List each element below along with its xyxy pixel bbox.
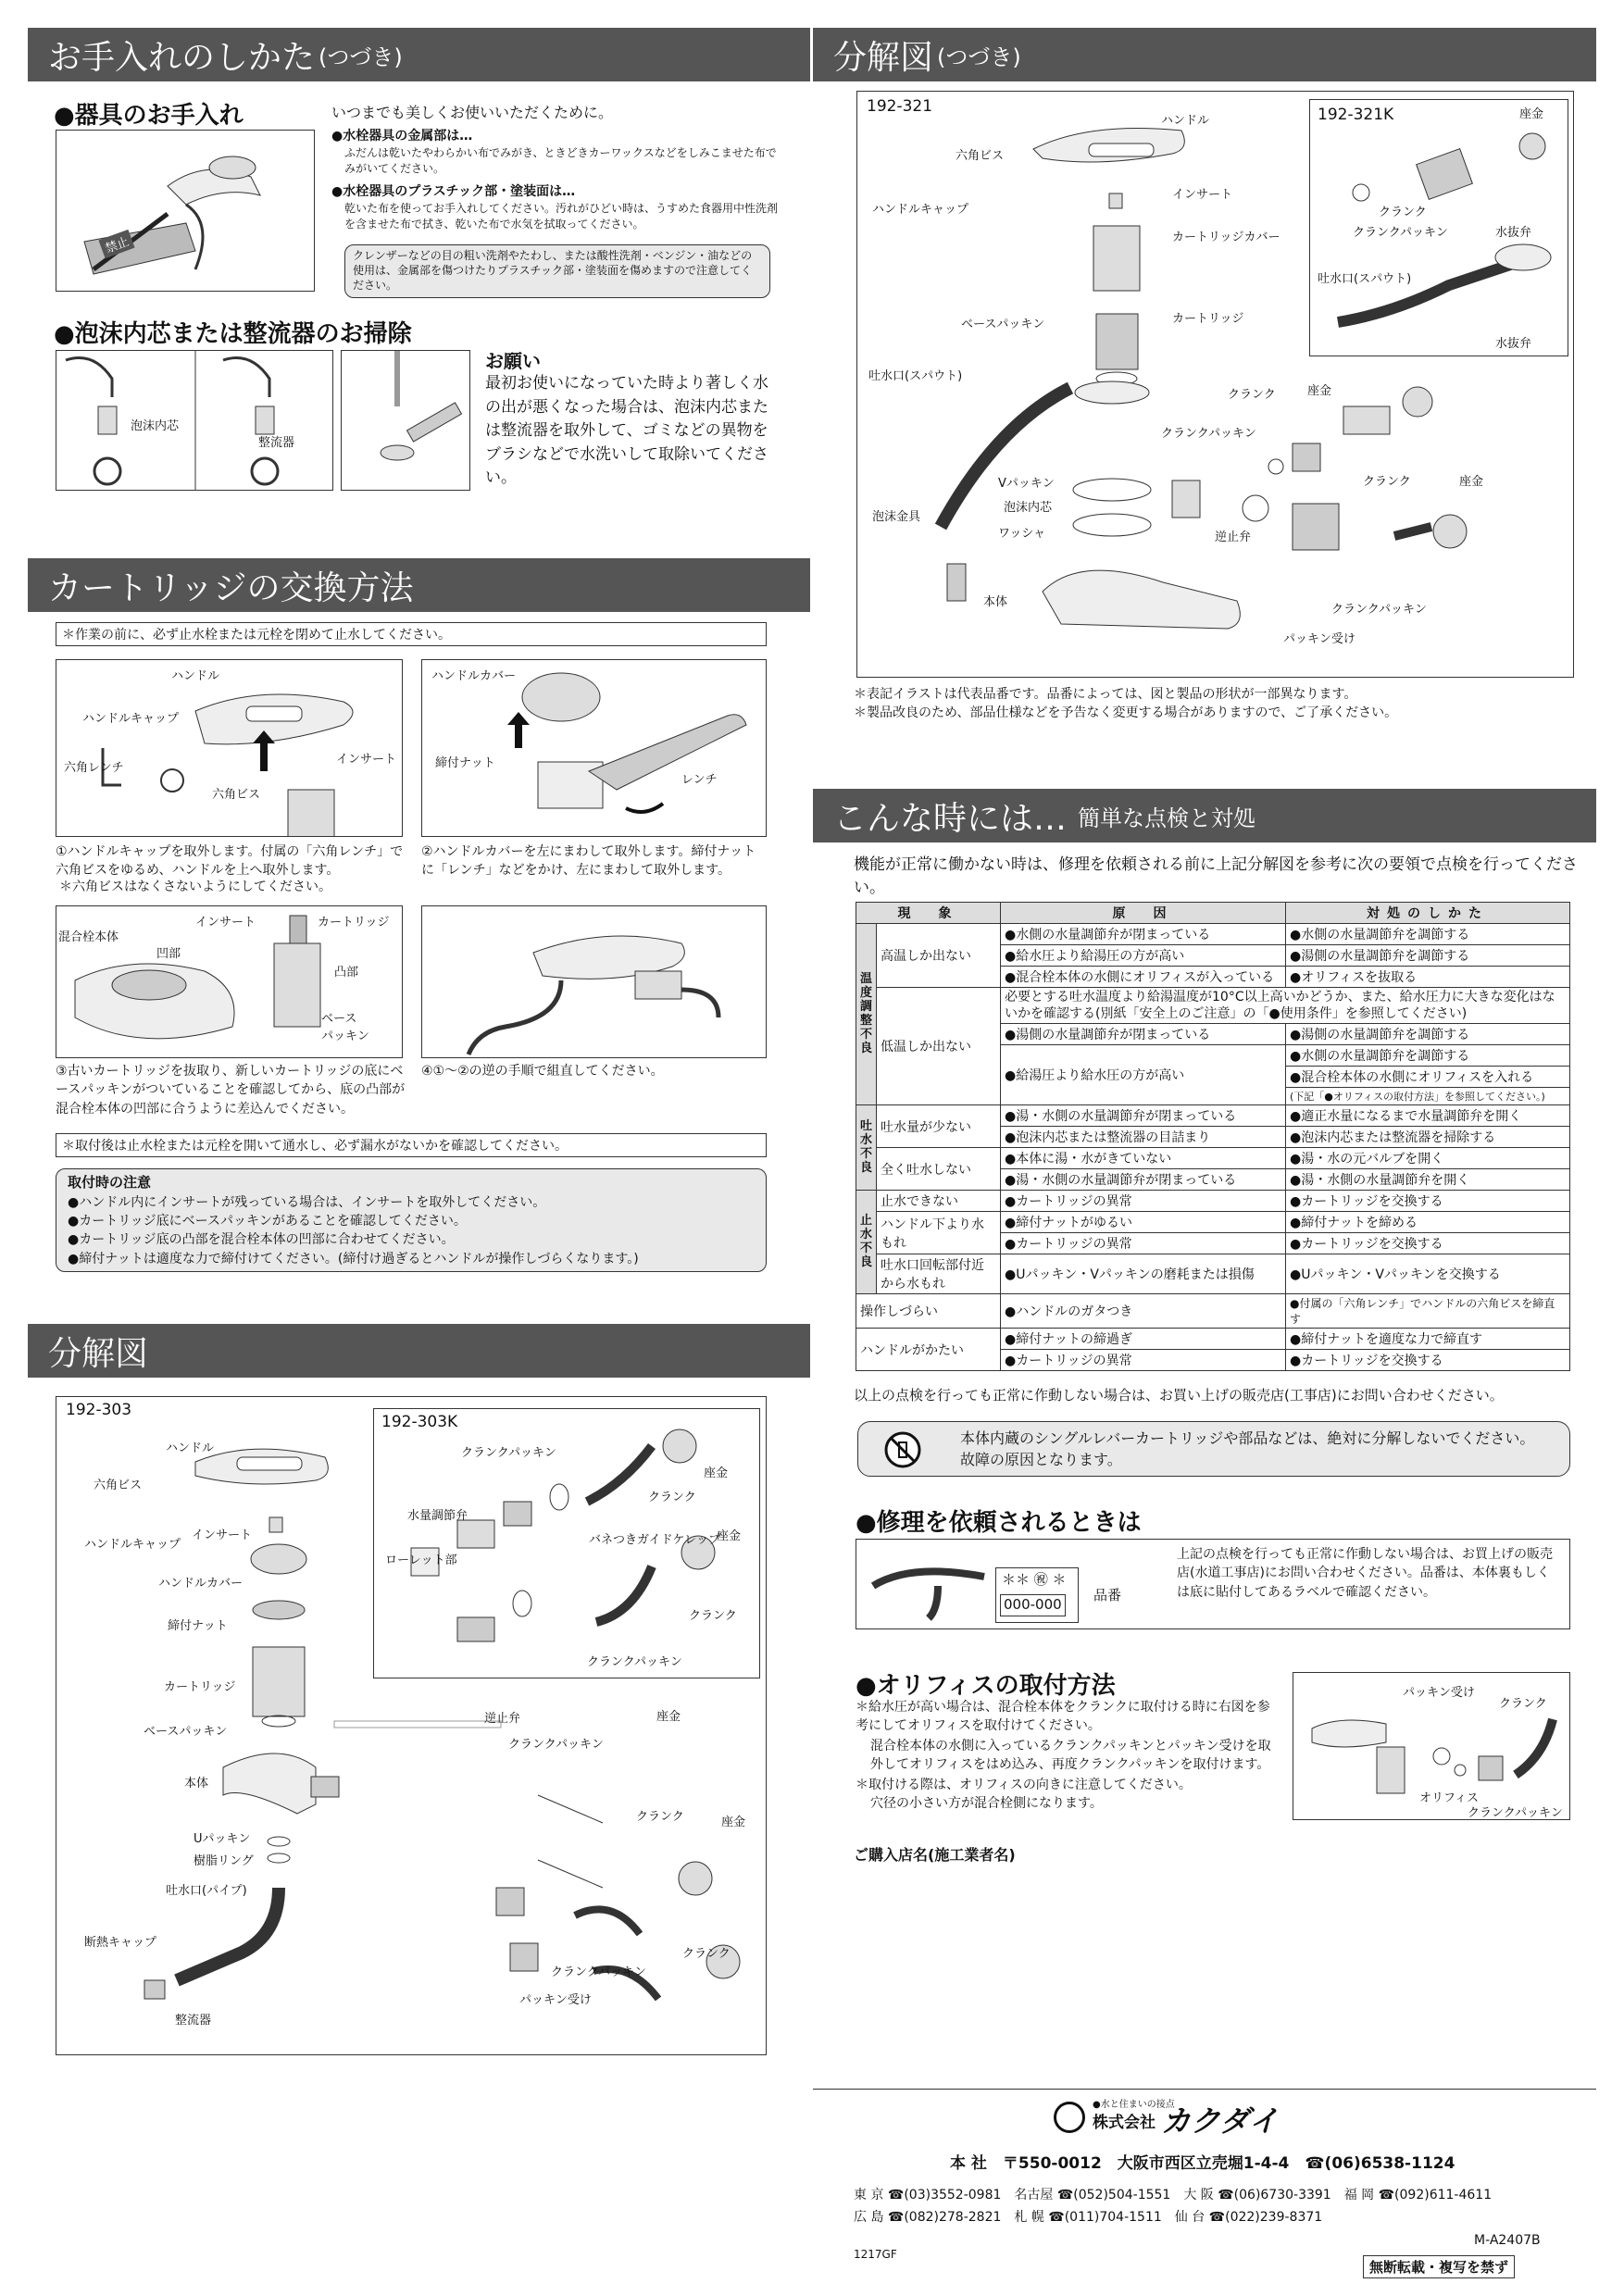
- ex321-handle-cap: ハンドルキャップ: [872, 203, 969, 217]
- ex303-cartridge: カートリッジ: [164, 1680, 236, 1694]
- ex303k-frame: [373, 1408, 760, 1678]
- install-notes-title: 取付時の注意: [68, 1174, 152, 1191]
- model-303: 192-303: [66, 1401, 132, 1419]
- ex303-u-packing: Uパッキン: [194, 1832, 251, 1846]
- ex303-handle: ハンドル: [166, 1441, 215, 1455]
- boss-label: 凸部: [334, 966, 359, 980]
- ex303-hex-screw: 六角ビス: [94, 1479, 143, 1492]
- table-cell: ●湯側の水量調節弁を調節する: [1286, 945, 1570, 967]
- table-cell: ●カートリッジの異常: [1001, 1233, 1286, 1254]
- step3-text: ③古いカートリッジを抜取り、新しいカートリッジの底にベースパッキンがついていることを確認してから、底の凸部が混合栓本体の凹部に合うように差込んでください。: [56, 1064, 406, 1117]
- ex321-aerator-core: 泡沫内芯: [1004, 501, 1053, 515]
- cartridge-header: [28, 558, 810, 612]
- model-321: 192-321: [867, 97, 933, 116]
- table-cell: ●湯側の水量調節弁が閉まっている: [1001, 1024, 1286, 1045]
- no-disassemble-box: [857, 1421, 1570, 1477]
- sym-cold-only: 低温しか出ない: [877, 988, 1001, 1105]
- sym-no-flow: 全く吐水しない: [877, 1148, 1001, 1191]
- ex303-crank: クランク: [636, 1810, 684, 1824]
- ex321k-drain-valve-2: 水抜弁: [1495, 337, 1532, 351]
- exploded-cont-sub: (つづき): [937, 44, 1021, 70]
- request-title: お願い: [485, 350, 541, 372]
- ex321-crank-packing-2: クランクパッキン: [1331, 603, 1427, 617]
- footer-divider: [813, 2089, 1596, 2090]
- model-321k: 192-321K: [1318, 106, 1394, 124]
- table-cell: ●泡沫内芯または整流器の目詰まり: [1001, 1127, 1286, 1148]
- ex321k-washer: 座金: [1519, 107, 1544, 121]
- metal-body: ふだんは乾いたやわらかい布でみがき、ときどきカーワックスなどをしみこませた布でみがいてください。: [344, 146, 777, 176]
- table-cell: ●給水圧より給湯圧の方が高い: [1001, 945, 1286, 967]
- label-top: ＊＊ ㊗ ＊: [1002, 1571, 1067, 1588]
- care-title-sub: (つづき): [319, 44, 403, 70]
- exploded-cont-header: [813, 28, 1596, 81]
- plastic-heading: ●水栓器具のプラスチック部・塗装面は…: [331, 184, 576, 199]
- ex303-handle-cover: ハンドルカバー: [158, 1577, 244, 1591]
- orifice-text-2: 混合栓本体の水側に入っているクランクパッキンとパッキン受けを取外してオリフィスをはめ込み、再度クランクパッキンを取付けます。: [870, 1739, 1271, 1773]
- fixture-care-lead: いつまでも美しくお使いいただくために。: [331, 104, 614, 121]
- fixture-care-heading: ●器具のお手入れ: [54, 102, 244, 130]
- sym-hot-only: 高温しか出ない: [877, 924, 1001, 988]
- recess-label: 凹部: [156, 947, 181, 961]
- note-representative: ＊表記イラストは代表品番です。品番によっては、図と製品の形状が一部異なります。: [854, 687, 1357, 702]
- brush-cleaning-illustration: [341, 350, 470, 491]
- ex321-crank-2: クランク: [1363, 475, 1411, 489]
- table-cell: ●水側の水量調節弁を調節する: [1286, 924, 1570, 945]
- table-cell: ●給湯圧より給水圧の方が高い: [1001, 1045, 1286, 1105]
- table-cell: ●付属の「六角レンチ」でハンドルの六角ビスを締直す: [1286, 1294, 1570, 1329]
- ex321-crank-packing: クランクパッキン: [1161, 427, 1256, 441]
- aerator-illustration: [56, 350, 333, 491]
- ex321-cartridge: カートリッジ: [1172, 312, 1244, 326]
- hex-wrench-label: 六角レンチ: [64, 761, 124, 775]
- tightening-nut-label: 締付ナット: [435, 756, 495, 770]
- table-cell: ●湯・水側の水量調節弁が閉まっている: [1001, 1169, 1286, 1191]
- ex321-packing-seat: パッキン受け: [1283, 632, 1355, 646]
- logo-mark-icon: [1054, 2102, 1085, 2133]
- hq-address: 本 社 〒550-0012 大阪市西区立売堀1-4-4 ☎(06)6538-1124: [950, 2154, 1455, 2173]
- ex303k-crank-packing-2: クランクパッキン: [587, 1655, 682, 1669]
- ex303-packing-seat: パッキン受け: [519, 1993, 592, 2007]
- table-cell: ●締付ナットの締過ぎ: [1001, 1329, 1286, 1350]
- ex303-crank-packing-2: クランクパッキン: [551, 1965, 646, 1979]
- handle-label: ハンドル: [171, 669, 220, 683]
- sym-spout-leak: 吐水口回転部付近から水もれ: [877, 1254, 1001, 1294]
- ex321k-spout: 吐水口(スパウト): [1318, 272, 1412, 286]
- ex303-check-valve: 逆止弁: [484, 1712, 521, 1726]
- ex321k-crank-packing: クランクパッキン: [1353, 226, 1448, 240]
- install-notes-box: [56, 1168, 767, 1272]
- table-cell: ●湯・水の元バルブを開く: [1286, 1148, 1570, 1169]
- exploded-cont-title: 分解図: [833, 38, 934, 77]
- table-cell: ●混合栓本体の水側にオリフィスを入れる: [1286, 1067, 1570, 1088]
- faucet-label-drawing: [864, 1549, 993, 1623]
- ex303-insert: インサート: [192, 1529, 253, 1542]
- brush-drawing: [342, 351, 470, 491]
- product-label: [995, 1567, 1079, 1623]
- ex321k-drain-valve: 水抜弁: [1495, 226, 1532, 240]
- ex303k-crank: クランク: [648, 1491, 696, 1504]
- orifice-packing-seat: パッキン受け: [1403, 1686, 1475, 1700]
- table-cell: ●締付ナットを締める: [1286, 1212, 1570, 1233]
- ex321-spout: 吐水口(スパウト): [868, 369, 963, 383]
- install-note-3: ●カートリッジ底の凸部を混合栓本体の凹部に合わせてください。: [68, 1232, 455, 1248]
- cat-stop: 止水不良: [856, 1191, 877, 1294]
- request-body: 最初お使いになっていた時より著しく水の出が悪くなった場合は、泡沫内芯または整流器を取外して、ゴミなどの異物をブラシなどで水洗いして取除いてください。: [485, 374, 768, 487]
- insert-label-2: インサート: [195, 916, 256, 930]
- logo-tagline: ●水と住まいの接点: [1093, 2100, 1175, 2110]
- ex303k-washer: 座金: [704, 1466, 729, 1480]
- table-cell: ●カートリッジを交換する: [1286, 1191, 1570, 1212]
- ex303-washer-2: 座金: [721, 1816, 746, 1829]
- no-disassemble-text: 本体内蔵のシングルレバーカートリッジや部品などは、絶対に分解しないでください。故障の原因となります。: [960, 1429, 1535, 1469]
- branches-line-1: 東 京 ☎(03)3552-0981 名古屋 ☎(052)504-1551 大 阪 ☎(06)6730-3391 福 岡 ☎(092)611-4611: [854, 2188, 1493, 2202]
- exploded-title: 分解図: [48, 1334, 149, 1373]
- label-number: 000-000: [1000, 1594, 1066, 1616]
- metal-heading: ●水栓器具の金属部は…: [331, 129, 473, 144]
- table-cell: ●湯・水側の水量調節弁が閉まっている: [1001, 1105, 1286, 1127]
- table-cell: 必要とする吐水温度より給湯温度が10°C以上高いかどうか、また、給水圧力に大きな変化はないかを確認する(別紙「安全上のご注意」の「●使用条件」を参照してください): [1001, 988, 1570, 1024]
- orifice-text-3: ＊取付ける際は、オリフィスの向きに注意してください。: [856, 1778, 1192, 1792]
- cartridge-label: カートリッジ: [318, 916, 390, 930]
- prohibited-icon: [882, 1429, 923, 1470]
- orifice-text-1: ＊給水圧が高い場合は、混合栓本体をクランクに取付ける時に右図を参考にしてオリフィスを取付けてください。: [856, 1700, 1270, 1734]
- handle-cover-label: ハンドルカバー: [431, 669, 517, 683]
- orifice-label: オリフィス: [1419, 1791, 1479, 1805]
- table-cell: ●混合栓本体の水側にオリフィスが入っている: [1001, 967, 1286, 988]
- ex303k-knurl: ローレット部: [385, 1554, 457, 1567]
- ex321-washer-3: 座金: [1459, 475, 1484, 489]
- ex321-handle: ハンドル: [1161, 114, 1210, 128]
- exploded-321-frame: [856, 91, 1574, 678]
- table-cell: ●適正水量になるまで水量調節弁を開く: [1286, 1105, 1570, 1127]
- table-cell: ●湯側の水量調節弁を調節する: [1286, 1024, 1570, 1045]
- ex303-nut: 締付ナット: [168, 1619, 228, 1633]
- after-table-note: 以上の点検を行っても正常に作動しない場合は、お買い上げの販売店(工事店)にお問い合わせください。: [854, 1387, 1504, 1404]
- table-cell: ●カートリッジの異常: [1001, 1191, 1286, 1212]
- ex321-aerator-fitting: 泡沫金具: [872, 510, 921, 524]
- ex303k-guide-kerep: バネつきガイドケレップ: [589, 1533, 720, 1547]
- ex321-insert: インサート: [1172, 188, 1233, 202]
- table-cell: ●ハンドルのガタつき: [1001, 1294, 1286, 1329]
- logo-name: カクダイ: [1161, 2103, 1279, 2139]
- aerator-heading: ●泡沫内芯または整流器のお掃除: [54, 320, 412, 348]
- ex321-base-packing: ベースパッキン: [961, 318, 1045, 331]
- table-cell: ●オリフィスを抜取る: [1286, 967, 1570, 988]
- table-cell: ●カートリッジの異常: [1001, 1350, 1286, 1371]
- shop-name: ご購入店名(施工業者名): [854, 1846, 1016, 1864]
- col-symptom: 現 象: [856, 903, 1001, 924]
- orifice-crank: クランク: [1499, 1697, 1547, 1711]
- table-cell: ●水側の水量調節弁を調節する: [1286, 1045, 1570, 1067]
- table-cell: ●泡沫内芯または整流器を掃除する: [1286, 1127, 1570, 1148]
- ex303-insulation-cap: 断熱キャップ: [84, 1936, 157, 1950]
- cat-flow: 吐水不良: [856, 1105, 877, 1191]
- repair-heading: ●修理を依頼されるときは: [856, 1509, 1142, 1537]
- install-note-1: ●ハンドル内にインサートが残っている場合は、インサートを取外してください。: [68, 1194, 546, 1210]
- ex321-washer: ワッシャ: [998, 527, 1046, 541]
- cartridge-step3-figure: [56, 905, 403, 1058]
- ex303-body: 本体: [184, 1777, 209, 1791]
- step4-text: ④①〜②の逆の手順で組直してください。: [421, 1064, 664, 1079]
- repair-body: 上記の点検を行っても正常に作動しない場合は、お買上げの販売店(水道工事店)にお問い合わせください。品番は、本体裏もしくは底に貼付してあるラベルで確認ください。: [1177, 1547, 1553, 1600]
- install-note-2: ●カートリッジ底にベースパッキンがあることを確認してください。: [68, 1214, 467, 1229]
- table-cell: ●締付ナットがゆるい: [1001, 1212, 1286, 1233]
- ex321-v-packing: Vパッキン: [998, 477, 1055, 491]
- ex321k-crank: クランク: [1379, 206, 1427, 219]
- orifice-figure: [1293, 1672, 1570, 1820]
- orifice-heading: ●オリフィスの取付方法: [856, 1672, 1116, 1700]
- ex303-resin-ring: 樹脂リング: [194, 1854, 254, 1868]
- ex303-straightener: 整流器: [175, 2014, 212, 2028]
- table-cell: ●カートリッジを交換する: [1286, 1350, 1570, 1371]
- cartridge-step4-figure: [421, 905, 767, 1058]
- ex303-washer: 座金: [656, 1710, 681, 1724]
- exploded-303-frame: [56, 1396, 767, 2055]
- orifice-text-4: 穴径の小さい方が混合栓側になります。: [870, 1796, 1103, 1811]
- trouble-header: [813, 789, 1596, 842]
- doc-code: M-A2407B: [1474, 2233, 1541, 2248]
- cartridge-step1-figure: [56, 659, 403, 837]
- col-cause: 原 因: [1001, 903, 1286, 924]
- ex303-handle-cap: ハンドルキャップ: [84, 1538, 181, 1552]
- note-spec-change: ＊製品改良のため、部品仕様などを予告なく変更する場合がありますので、ご了承ください。: [854, 705, 1398, 720]
- insert-label: インサート: [336, 753, 397, 767]
- base-packing-label: ベース パッキン: [321, 1012, 369, 1043]
- repair-box: [856, 1539, 1570, 1629]
- step2-text: ②ハンドルカバーを左にまわして取外します。締付ナットに「レンチ」などをかけ、左にまわして取外します。: [421, 844, 756, 879]
- table-cell: ●締付ナットを適度な力で締直す: [1286, 1329, 1570, 1350]
- ex303-base-packing: ベースパッキン: [144, 1725, 228, 1739]
- cartridge-title: カートリッジの交換方法: [48, 568, 414, 607]
- no-copy-notice: 無断転載・複写を禁ず: [1363, 2255, 1515, 2278]
- cat-temperature: 温度調整不良: [856, 924, 877, 1105]
- ex321-crank: クランク: [1228, 388, 1276, 402]
- label-tag: 品番: [1093, 1587, 1122, 1603]
- ex303k-flow-valve: 水量調節弁: [407, 1509, 468, 1523]
- table-cell: ●Uパッキン・Vパッキンを交換する: [1286, 1254, 1570, 1294]
- assembled-faucet-drawing: [422, 906, 767, 1058]
- ex321-washer-2: 座金: [1307, 384, 1332, 398]
- aerator-core-label: 泡沫内芯: [131, 419, 180, 433]
- ex303-spout: 吐水口(パイプ): [166, 1884, 247, 1898]
- flow-straightener-label: 整流器: [258, 436, 295, 450]
- ex303-crank-2: クランク: [682, 1947, 731, 1961]
- sym-no-stop: 止水できない: [877, 1191, 1001, 1212]
- care-warning: クレンザーなどの目の粗い洗剤やたわし、または酸性洗剤・ベンジン・油などの使用は、金属部を傷つけたりプラスチック部・塗装面を傷めますので注意してください。: [344, 244, 770, 298]
- sym-stiff: ハンドルがかたい: [856, 1329, 1001, 1371]
- cartridge-post-note: ＊取付後は止水栓または元栓を開いて通水し、必ず漏水がないかを確認してください。: [56, 1133, 767, 1157]
- ex321-hex-screw: 六角ビス: [956, 149, 1005, 163]
- model-303k: 192-303K: [381, 1413, 458, 1431]
- print-code: 1217GF: [854, 2248, 897, 2261]
- exploded-header: [28, 1324, 810, 1378]
- wrench-label: レンチ: [681, 773, 718, 787]
- ex303k-crank-packing: クランクパッキン: [461, 1446, 556, 1460]
- cartridge-step2-figure: [421, 659, 767, 837]
- care-title: お手入れのしかた: [48, 38, 316, 77]
- trouble-title: こんな時には…: [833, 799, 1068, 838]
- table-cell: ●水側の水量調節弁が閉まっている: [1001, 924, 1286, 945]
- sym-handle-leak: ハンドル下より水もれ: [877, 1212, 1001, 1254]
- ex321-body: 本体: [983, 595, 1008, 609]
- logo-company: 株式会社: [1093, 2114, 1156, 2132]
- col-remedy: 対処のしかた: [1286, 903, 1570, 924]
- table-cell: ●カートリッジを交換する: [1286, 1233, 1570, 1254]
- handle-cap-label: ハンドルキャップ: [82, 712, 180, 726]
- ex303k-washer-2: 座金: [717, 1529, 742, 1543]
- trouble-sub: 簡単な点検と対処: [1078, 805, 1256, 831]
- table-cell: ●本体に湯・水がきていない: [1001, 1148, 1286, 1169]
- ex303k-crank-2: クランク: [689, 1609, 737, 1623]
- table-cell: ●Uパッキン・Vパッキンの磨耗または損傷: [1001, 1254, 1286, 1294]
- sym-hard-op: 操作しづらい: [856, 1294, 1001, 1329]
- table-cell: (下記「●オリフィスの取付方法」を参照してください。): [1286, 1088, 1570, 1105]
- faucet-cleaning-drawing: [56, 131, 315, 292]
- aerator-removal-drawing: [56, 351, 333, 491]
- fixture-care-illustration: [56, 130, 315, 292]
- ex303-crank-packing: クランクパッキン: [508, 1738, 604, 1752]
- mixer-body-label: 混合栓本体: [58, 930, 119, 944]
- orifice-crank-packing: クランクパッキン: [1468, 1806, 1563, 1820]
- prohibited-badge: 禁止: [98, 230, 134, 258]
- step1-note: ＊六角ビスはなくさないようにしてください。: [59, 880, 331, 894]
- ex321k-frame: [1309, 99, 1568, 356]
- ex321-check-valve: 逆止弁: [1215, 530, 1252, 544]
- branches-line-2: 広 島 ☎(082)278-2821 札 幌 ☎(011)704-1511 仙 台 ☎(022)239-8371: [854, 2210, 1323, 2225]
- step1-text: ①ハンドルキャップを取外します。付属の「六角レンチ」で六角ビスをゆるめ、ハンドルを上へ取外します。: [56, 844, 404, 879]
- cover-removal-drawing: [422, 660, 767, 837]
- troubleshooting-table: [856, 902, 1570, 1371]
- care-header: [28, 28, 810, 81]
- hex-screw-label: 六角ビス: [212, 788, 261, 802]
- sym-low-flow: 吐水量が少ない: [877, 1105, 1001, 1148]
- cartridge-pre-note: ＊作業の前に、必ず止水栓または元栓を閉めて止水してください。: [56, 622, 767, 646]
- table-cell: ●湯・水側の水量調節弁を開く: [1286, 1169, 1570, 1191]
- trouble-lead: 機能が正常に働かない時は、修理を依頼される前に上記分解図を参考に次の要領で点検を行ってください。: [854, 855, 1578, 897]
- install-note-4: ●締付ナットは適度な力で締付けてください。(締付け過ぎるとハンドルが操作しづらくなります。): [68, 1251, 639, 1267]
- plastic-body: 乾いた布を使ってお手入れしてください。汚れがひどい時は、うすめた食器用中性洗剤を含ませた布で拭き、乾いた布で水気を拭取ってください。: [344, 202, 779, 231]
- ex321-cartridge-cover: カートリッジカバー: [1172, 231, 1280, 244]
